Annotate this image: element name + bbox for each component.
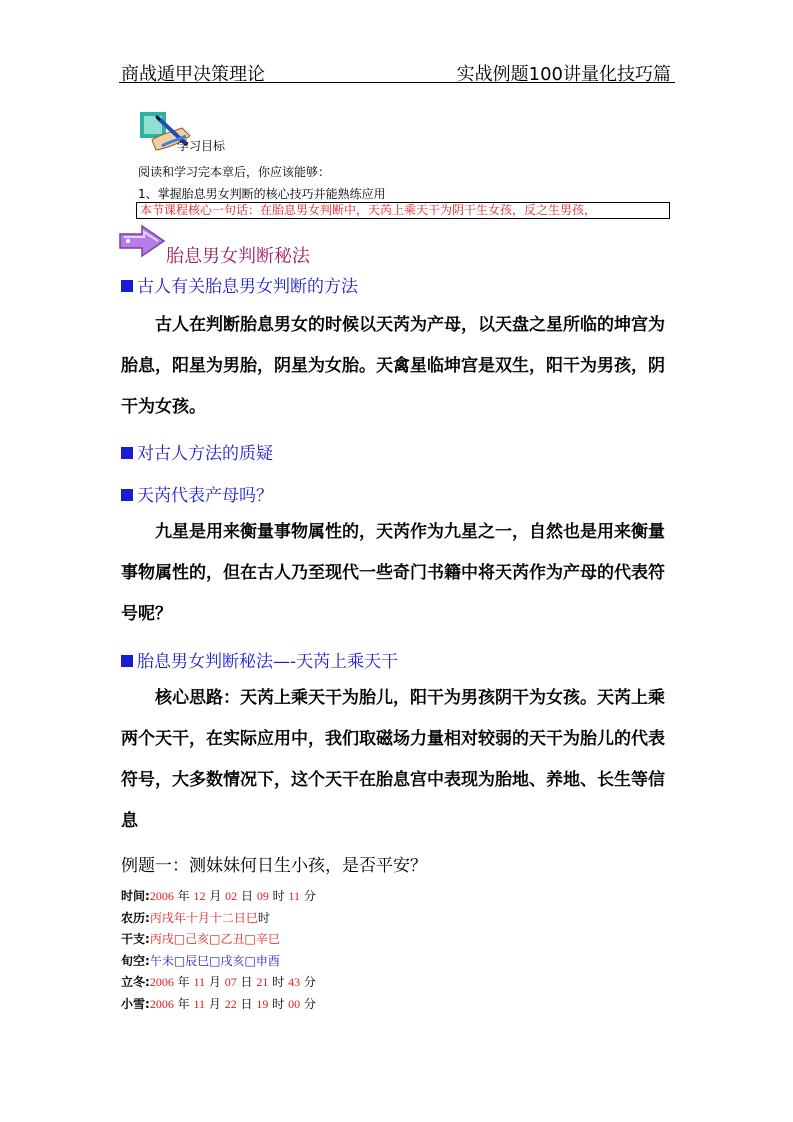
objective-item: 1、掌握胎息男女判断的核心技巧并能熟练应用 — [138, 187, 386, 201]
info-row-ganzhi: 干支:丙戌□己亥□乙丑□辛巳 — [121, 932, 280, 946]
bullet-square-icon — [121, 489, 133, 501]
core-sentence-box — [136, 202, 670, 219]
header-right-title: 实战例题100讲量化技巧篇 — [456, 64, 671, 85]
arrow-right-icon — [118, 224, 166, 258]
section-heading: 古人有关胎息男女判断的方法 — [121, 272, 358, 297]
info-row-lidong: 立冬:2006 年 11 月 07 日 21 时 43 分 — [121, 975, 316, 989]
info-row-xunkong: 旬空:午未□辰巳□戌亥□申酉 — [121, 953, 280, 968]
section-title: 胎息男女判断秘法 — [166, 246, 310, 267]
section-heading: 天芮代表产母吗？ — [121, 481, 273, 506]
info-row-lunar: 农历:丙戌年十月十二日巳时 — [121, 910, 270, 925]
paragraph: 核心思路：天芮上乘天干为胎儿，阳干为男孩阴干为女孩。天芮上乘两个天干，在实际应用中，我们取磁场力量相对较弱的天干为胎儿的代表符号，大多数情况下，这个天干在胎息宫中表现为胎地、养地、长生等信息 — [121, 688, 665, 831]
objectives-intro: 阅读和学习完本章后，你应该能够： — [138, 165, 331, 179]
header-divider — [119, 82, 675, 83]
paragraph: 古人在判断胎息男女的时候以天芮为产母，以天盘之星所临的坤宫为胎息，阳星为男胎，阴星为女胎。天禽星临坤宫是双生，阳干为男孩，阴干为女孩。 — [121, 315, 665, 417]
objectives-title: 学习目标 — [177, 139, 226, 153]
bullet-square-icon — [121, 280, 133, 292]
example-title: 例题一：测妹妹何日生小孩，是否平安？ — [121, 856, 427, 876]
header-left-title: 商战遁甲决策理论 — [121, 64, 265, 85]
section-heading: 胎息男女判断秘法—-天芮上乘天干 — [121, 647, 398, 672]
info-row-time: 时间:2006 年 12 月 02 日 09 时 11 分 — [121, 889, 316, 903]
bullet-square-icon — [121, 655, 133, 667]
section-heading: 对古人方法的质疑 — [121, 439, 273, 464]
info-row-xiaoxue: 小雪:2006 年 11 月 22 日 19 时 00 分 — [121, 996, 316, 1011]
paragraph: 九星是用来衡量事物属性的，天芮作为九星之一，自然也是用来衡量事物属性的，但在古人乃至现代一些奇门书籍中将天芮作为产母的代表符号呢？ — [121, 522, 665, 624]
core-sentence: 本节课程核心一句话：在胎息男女判断中，天芮上乘天干为阴干生女孩，反之生男孩， — [140, 203, 597, 217]
bullet-square-icon — [121, 447, 133, 459]
chart-info — [121, 886, 316, 1015]
